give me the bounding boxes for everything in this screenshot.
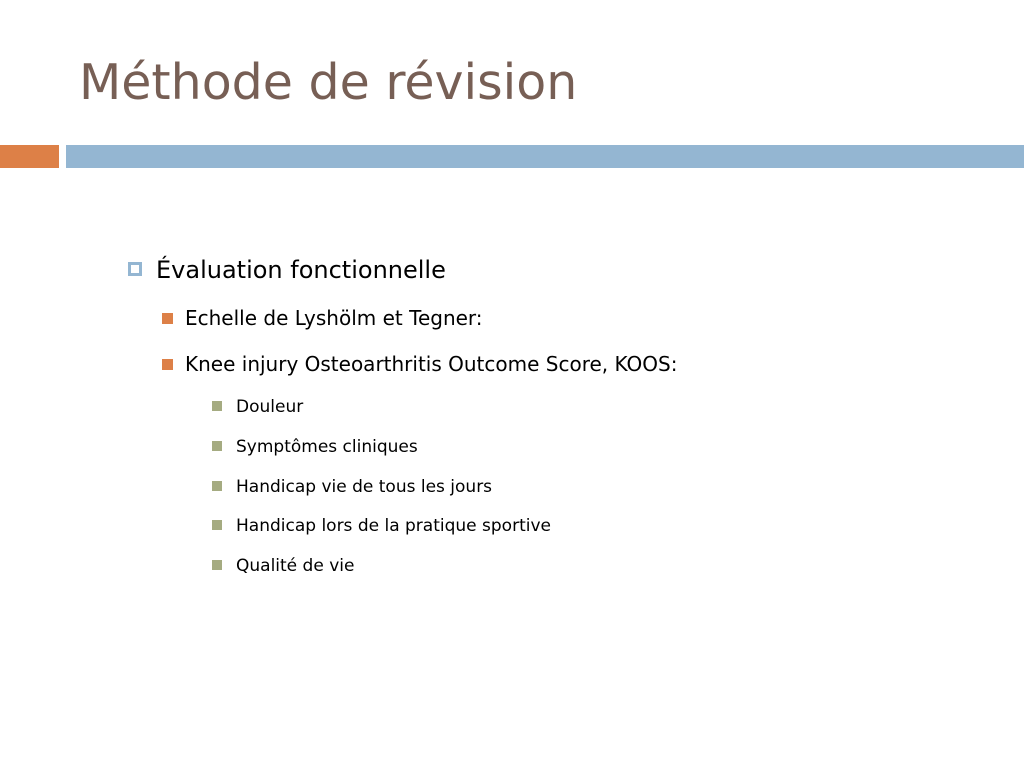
bullet-item-level1 (128, 255, 446, 285)
bullet-text: Handicap vie de tous les jours (236, 477, 493, 497)
bullet-item-level3 (212, 555, 354, 577)
title-divider-bar (66, 145, 1024, 168)
green-square-bullet-icon (212, 481, 222, 491)
bullet-text: Symptômes cliniques (236, 437, 418, 457)
title-divider-accent (0, 145, 59, 168)
green-square-bullet-icon (212, 520, 222, 530)
bullet-text: Knee injury Osteoarthritis Outcome Score, KOOS: (185, 352, 678, 376)
orange-square-bullet-icon (162, 359, 173, 370)
bullet-item-level3 (212, 396, 303, 418)
bullet-text: Qualité de vie (236, 556, 355, 576)
orange-square-bullet-icon (162, 313, 173, 324)
bullet-item-level2 (162, 351, 677, 377)
bullet-item-level3 (212, 515, 551, 537)
green-square-bullet-icon (212, 441, 222, 451)
bullet-text: Handicap lors de la pratique sportive (236, 516, 551, 536)
hollow-square-bullet-icon (128, 262, 142, 276)
green-square-bullet-icon (212, 560, 222, 570)
bullet-text: Echelle de Lyshölm et Tegner: (185, 306, 483, 330)
bullet-text: Douleur (236, 397, 304, 417)
bullet-item-level3 (212, 476, 492, 498)
slide-title: Méthode de révision (79, 54, 578, 111)
bullet-item-level2 (162, 305, 483, 331)
green-square-bullet-icon (212, 401, 222, 411)
bullet-text: Évaluation fonctionnelle (156, 256, 446, 284)
bullet-item-level3 (212, 436, 418, 458)
